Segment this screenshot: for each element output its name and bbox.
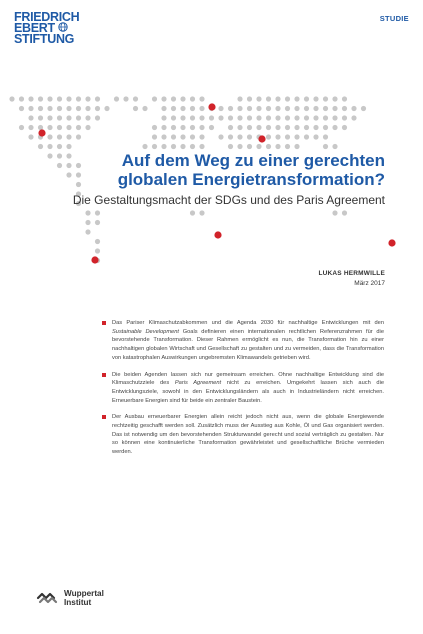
map-dot [285,106,290,111]
map-dot [95,106,100,111]
map-dot [294,125,299,130]
map-dot [285,144,290,149]
map-dot [304,125,309,130]
map-dot [171,134,176,139]
fes-logo-line-3: STIFTUNG [14,32,75,46]
map-dot [247,134,252,139]
map-dot [256,106,261,111]
map-dot [76,172,81,177]
map-dot [275,115,280,120]
map-highlight-dot [388,239,395,246]
map-dot [323,96,328,101]
map-dot [332,115,337,120]
map-dot [85,106,90,111]
map-dot [313,125,318,130]
bullet-emphasis: Paris Agreement [174,380,222,387]
map-dot [171,106,176,111]
map-dot [47,96,52,101]
map-dot [57,115,62,120]
map-dot [152,134,157,139]
map-highlight-dot [208,103,215,110]
map-dot [199,134,204,139]
map-dot [9,96,14,101]
map-dot [285,115,290,120]
map-dot [161,134,166,139]
map-dot [228,144,233,149]
map-dot [66,163,71,168]
document-subtitle: Die Gestaltungsmacht der SDGs und des Paris Agreement [72,193,385,207]
map-dot [161,115,166,120]
bullet-marker [102,321,106,325]
globe-icon [58,22,68,32]
map-dot [304,96,309,101]
publication-date: März 2017 [354,280,385,287]
title-line-1: Auf dem Weg zu einer gerechten [121,151,385,170]
map-dot [133,96,138,101]
map-highlight-dot [91,256,98,263]
map-dot [95,239,100,244]
map-dot [285,96,290,101]
map-dot [66,96,71,101]
map-dot [95,220,100,225]
map-dot [104,106,109,111]
map-dot [218,106,223,111]
title-line-2: globalen Energietransformation? [117,170,385,189]
map-dot [95,210,100,215]
map-dot [228,115,233,120]
map-dot [237,125,242,130]
map-dot [247,115,252,120]
summary-bullet [102,371,384,406]
map-dot [266,125,271,130]
map-dot [152,96,157,101]
bullet-emphasis: Sustainable Development [112,328,179,335]
map-dot [76,182,81,187]
map-dot [190,106,195,111]
map-dot [57,106,62,111]
bullet-text: Goals definieren einen internationalen rechtlichen Referenzrahmen für die bevorstehende Transformation. Dieser Rahmen ermöglicht es nun, die Transformation hin zu einer nachhaltigen globalen Wirtschaft und Gesellschaft zu gestalten und zu vermeiden, dass die Transformation von katastrophalen Auswirkungen ungebremsten Klimawandels getrieben wird. [112,328,384,361]
map-dot [171,115,176,120]
map-dot [28,125,33,130]
map-dot [180,115,185,120]
map-dot [323,144,328,149]
map-dot [199,125,204,130]
map-dot [66,144,71,149]
map-dot [85,125,90,130]
map-dot [190,134,195,139]
map-dot [47,144,52,149]
map-dot [57,163,62,168]
map-dot [47,125,52,130]
map-dot [180,125,185,130]
map-dot [313,134,318,139]
bullet-text: nicht zu erreichen. Umgekehrt lassen sich auch die Entwicklungsziele, sowohl in den Entwicklungsländern als auch in Industrieländern nicht erreichen. Erneuerbare Energien sind für beide ein zentraler Baustein. [112,380,384,404]
map-dot [38,106,43,111]
wuppertal-logo-line-1: Wuppertal [64,589,104,598]
map-dot [66,134,71,139]
map-dot [294,134,299,139]
map-dot [266,115,271,120]
fes-logo-line-2: EBERT [14,21,55,35]
map-dot [342,210,347,215]
map-dot [285,134,290,139]
map-dot [57,153,62,158]
map-dot [76,96,81,101]
map-dot [256,144,261,149]
map-dot [76,115,81,120]
map-dot [228,134,233,139]
map-dot [190,96,195,101]
map-dot [332,96,337,101]
map-dot [123,96,128,101]
map-dot [38,115,43,120]
map-dot [228,106,233,111]
map-dot [275,125,280,130]
map-dot [332,106,337,111]
map-dot [237,134,242,139]
map-dot [133,106,138,111]
map-dot [304,115,309,120]
map-dot [85,96,90,101]
map-dot [323,134,328,139]
map-dot [342,106,347,111]
map-dot [171,125,176,130]
map-dot [161,125,166,130]
map-dot [332,125,337,130]
bullet-text: Die beiden Agenden lassen sich nur gemeinsam erreichen. Ohne nachhaltige Entwicklung sind die Klimaschutzziele des [112,371,384,387]
map-dot [256,96,261,101]
map-dot [351,115,356,120]
map-dot [266,144,271,149]
map-dot [190,115,195,120]
map-dot [237,144,242,149]
map-dot [294,115,299,120]
map-dot [199,115,204,120]
map-dot [57,134,62,139]
summary-bullet [102,319,384,363]
document-title [118,151,385,189]
map-dot [304,106,309,111]
map-dot [85,115,90,120]
map-dot [285,125,290,130]
map-dot [57,144,62,149]
fes-logo [14,12,79,45]
bullet-marker [102,415,106,419]
map-dot [28,115,33,120]
map-dot [76,163,81,168]
summary-bullet [102,413,384,457]
map-dot [313,106,318,111]
map-highlight-dot [258,135,265,142]
map-dot [275,134,280,139]
map-dot [85,229,90,234]
map-dot [180,106,185,111]
map-dot [57,125,62,130]
map-dot [180,96,185,101]
map-dot [152,144,157,149]
bullet-text: Der Ausbau erneuerbarer Energien allein reicht jedoch nicht aus, wenn die globale Energiewende rechtzeitig geschafft werden soll. Zusätzlich muss der Ausstieg aus Kohle, Öl und Gas organisiert werden. Das ist notwendig um den bevorstehenden Strukturwandel gerecht und sozial verträglich zu gestalten. Nur so können eine kontinuierliche Transformation gewährleistet und gesellschaftliche Brüche vermieden werden. [112,414,384,456]
map-dot [19,96,24,101]
map-dot [66,172,71,177]
map-dot [199,106,204,111]
map-dot [47,153,52,158]
map-dot [190,144,195,149]
map-dot [209,125,214,130]
map-dot [95,115,100,120]
map-dot [57,96,62,101]
map-dot [38,125,43,130]
summary-bullets [102,319,384,465]
map-dot [171,96,176,101]
author-name: LUKAS HERMWILLE [318,270,385,277]
map-dot [294,96,299,101]
map-dot [199,210,204,215]
map-highlight-dot [214,231,221,238]
bullet-text: Das Pariser Klimaschutzabkommen und die Agenda 2030 für nachhaltige Entwicklungen mit den [112,320,384,326]
map-dot [256,115,261,120]
map-dot [361,106,366,111]
map-dot [275,144,280,149]
map-dot [247,106,252,111]
map-dot [190,210,195,215]
fes-logo-line-1: FRIEDRICH [14,10,80,24]
map-dot [142,144,147,149]
map-dot [161,96,166,101]
map-dot [66,125,71,130]
map-dot [19,125,24,130]
map-dot [304,134,309,139]
map-dot [114,96,119,101]
document-category: STUDIE [379,14,409,23]
map-dot [275,96,280,101]
map-dot [66,153,71,158]
map-dot [342,125,347,130]
map-dot [47,134,52,139]
map-dot [76,134,81,139]
map-dot [266,106,271,111]
map-dot [237,115,242,120]
map-dot [323,106,328,111]
map-dot [247,96,252,101]
map-dot [342,115,347,120]
map-dot [237,96,242,101]
wuppertal-logo-text [64,589,104,607]
map-dot [275,106,280,111]
map-dot [294,106,299,111]
map-dot [95,96,100,101]
map-dot [218,134,223,139]
map-dot [161,106,166,111]
map-dot [38,96,43,101]
wuppertal-logo-mark [36,591,58,605]
map-dot [190,125,195,130]
map-dot [247,144,252,149]
map-dot [313,115,318,120]
map-dot [28,96,33,101]
map-dot [323,125,328,130]
map-dot [351,106,356,111]
map-dot [294,144,299,149]
map-dot [28,106,33,111]
map-dot [247,125,252,130]
wuppertal-logo-line-2: Institut [64,598,92,607]
map-dot [38,144,43,149]
map-dot [76,106,81,111]
map-dot [266,96,271,101]
map-dot [256,125,261,130]
bullet-marker [102,373,106,377]
map-highlight-dot [38,129,45,136]
map-dot [313,96,318,101]
map-dot [161,144,166,149]
map-dot [171,144,176,149]
map-dot [199,144,204,149]
map-dot [180,134,185,139]
map-dot [28,134,33,139]
map-dot [95,248,100,253]
map-dot [66,106,71,111]
map-dot [66,115,71,120]
map-dot [266,134,271,139]
map-dot [47,115,52,120]
map-dot [323,115,328,120]
map-dot [228,125,233,130]
map-dot [85,220,90,225]
map-dot [332,210,337,215]
map-dot [237,106,242,111]
map-dot [180,144,185,149]
wuppertal-institut-logo [36,589,104,607]
map-dot [47,106,52,111]
map-dot [332,144,337,149]
map-dot [218,115,223,120]
map-dot [342,96,347,101]
map-dot [19,106,24,111]
map-dot [142,106,147,111]
map-dot [85,210,90,215]
map-dot [199,96,204,101]
map-dot [76,125,81,130]
map-dot [209,115,214,120]
map-dot [152,125,157,130]
